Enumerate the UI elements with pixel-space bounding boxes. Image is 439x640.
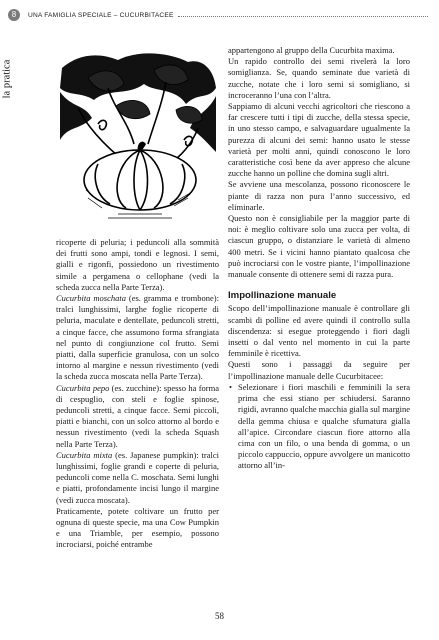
paragraph: Un rapido controllo dei semi rivelerà la loro somiglianza. Se, quando seminate due varietà di zucche, notate che i loro semi si somigliano, si incroceranno l’una con l’altra.	[228, 56, 410, 100]
running-header	[8, 8, 428, 22]
paragraph-text: (es. zucchine): spesso ha forma di cespuglio, con steli e foglie spinose, peduncoli stretti, a cinque facce. Semi piccoli, piatti e bianchi, con un solco attorno al bordo e nessun rivestimento (vedi la scheda Squash nella Parte Terza).	[56, 382, 219, 449]
paragraph: Scopo dell’impollinazione manuale è controllare gli scambi di polline ed avere quindi il controllo sulla discendenza: si esegue proteggendo i fiori dagli insetti o dal vento nel momento in cui la parte femminile è ricettiva.	[228, 303, 410, 359]
chapter-badge: 8	[8, 9, 20, 21]
paragraph-text: (es. gramma e trombone): tralci lunghissimi, larghe foglie ricoperte di peluria, maculate e dentellate, peduncoli stretti, a cinque facce, che assumono forma sfrangiata nel punto di congiunzione col frutto. Semi piatti, dalla superficie granulosa, con un solco intorno al margine e nessun rivestimento (vedi la scheda zucca moscata nella Parte Terza).	[56, 293, 219, 382]
paragraph: Questo non è consigliabile per la maggior parte di noi: è meglio coltivare solo una zucca per volta, di ciascun gruppo, o distanziare le varietà di almeno 400 metri. Se i vicini hanno piantato qualcosa che può incrociarsi con le vostre piante, l’impollinazione manuale consente di ottenere semi di razza pura.	[228, 213, 410, 280]
paragraph: Sappiamo di alcuni vecchi agricoltori che riescono a far crescere tutti i tipi di zucche, della stessa specie, in uno stesso campo, e salvaguardare ugualmente la purezza di alcuni dei semi: hanno usato le stesse varietà per molti anni, quindi conoscono le loro caratteristiche così bene da aver appreso che alcune zucche hanno un polline che domina sugli altri.	[228, 101, 410, 179]
species-name: Cucurbita pepo	[56, 382, 110, 393]
header-dotted-rule	[178, 16, 428, 17]
page-number: 58	[215, 611, 224, 621]
bullet-item: • Selezionare i fiori maschili e femminili la sera prima che essi stiano per schiudersi. Saranno rigidi, avranno qualche macchia gialla sul margine della gemma chiusa e qualche sfumatura gialla all’apice. Circondare ciascun fiore attorno alla cima con un filo, o una benda di gomma, o un piccolo cappuccio, oppure avvolgere un manicotto attorno all’in-	[228, 382, 410, 472]
paragraph	[56, 293, 219, 383]
paragraph: Praticamente, potete coltivare un frutto per ognuna di queste specie, ma una Cow Pumpkin e una Triamble, per esempio, possono incrociarsi, poiché entrambe	[56, 505, 219, 550]
paragraph-text: (es. Japanese pumpkin): tralci lunghissimi, foglie grandi e coperte di peluria, peduncoli come nella C. moschata. Semi lunghi e piatti, profondamente incisi lungo il margine (vedi zucca moscata).	[56, 449, 219, 505]
side-label-text: la pratica	[1, 59, 13, 99]
section-side-label	[0, 44, 14, 114]
paragraph: appartengono al gruppo della Cucurbita maxima.	[228, 45, 395, 55]
right-text-column	[228, 45, 410, 472]
section-heading: Impollinazione manuale	[228, 290, 337, 302]
paragraph: ricoperte di peluria; i peduncoli alla sommità dei frutti sono ampi, tondi e legnosi. I semi, gialli e rigonfi, possiedono un rivestimento simile a pergamena o cellophane (vedi la scheda zucca nella Parte Terza).	[56, 237, 219, 292]
species-name: Cucurbita mixta	[56, 449, 113, 460]
running-head-title: UNA FAMIGLIA SPECIALE – CUCURBITACEE	[28, 11, 174, 19]
paragraph: Se avviene una mescolanza, possono riconoscere le piante di razza non pura l’anno successivo, ed eliminarle.	[228, 179, 410, 212]
pumpkin-vine-illustration	[58, 48, 218, 224]
paragraph	[56, 383, 219, 450]
paragraph: Questi sono i passaggi da seguire per l’impollinazione manuale delle Cucurbitacee:	[228, 359, 410, 381]
paragraph	[56, 450, 219, 506]
left-text-column	[56, 237, 219, 551]
species-name: Cucurbita moschata	[56, 293, 126, 304]
